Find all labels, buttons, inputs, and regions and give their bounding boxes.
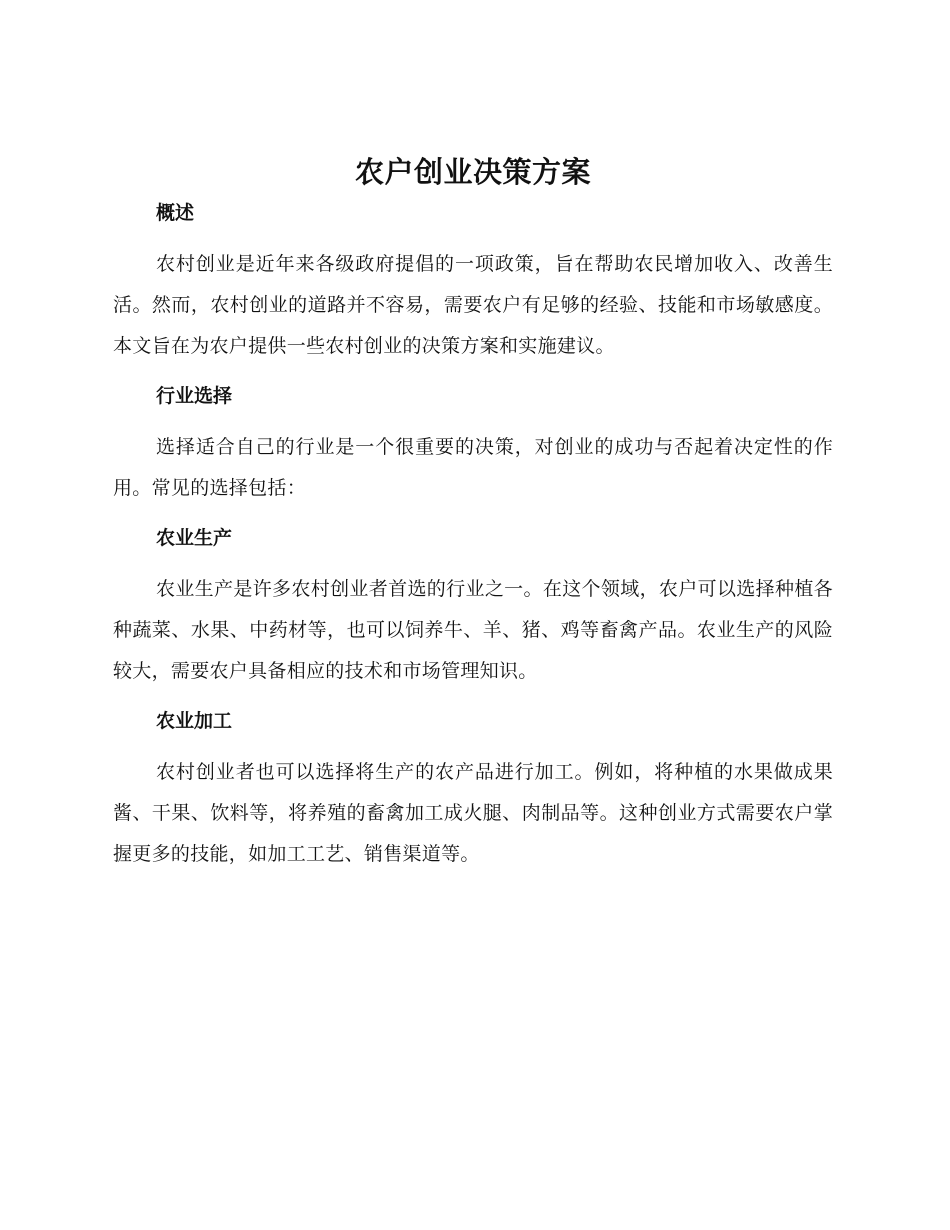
document-title: 农户创业决策方案	[354, 155, 591, 189]
section-paragraph: 农业生产是许多农村创业者首选的行业之一。在这个领域，农户可以选择种植各种蔬菜、水果、中药材等，也可以饲养牛、羊、猪、鸡等畜禽产品。农业生产的风险较大，需要农户具备相应的技术和市场管理知识。	[113, 578, 833, 682]
section-industry-choice	[113, 381, 833, 509]
section-agricultural-production	[113, 523, 833, 692]
section-paragraph: 农村创业者也可以选择将生产的农产品进行加工。例如，将种植的水果做成果酱、干果、饮料等，将养殖的畜禽加工成火腿、肉制品等。这种创业方式需要农户掌握更多的技能，如加工工艺、销售渠道等。	[113, 761, 833, 865]
section-overview	[113, 198, 833, 367]
document-page	[113, 150, 833, 889]
section-heading: 概述	[156, 202, 195, 224]
section-heading: 农业加工	[156, 710, 233, 732]
section-paragraph: 农村创业是近年来各级政府提倡的一项政策，旨在帮助农民增加收入、改善生活。然而，农村创业的道路并不容易，需要农户有足够的经验、技能和市场敏感度。本文旨在为农户提供一些农村创业的决策方案和实施建议。	[113, 253, 833, 357]
section-agricultural-processing	[113, 706, 833, 875]
section-heading: 行业选择	[156, 385, 233, 407]
section-paragraph: 选择适合自己的行业是一个很重要的决策，对创业的成功与否起着决定性的作用。常见的选择包括：	[113, 436, 833, 499]
section-heading: 农业生产	[156, 527, 233, 549]
